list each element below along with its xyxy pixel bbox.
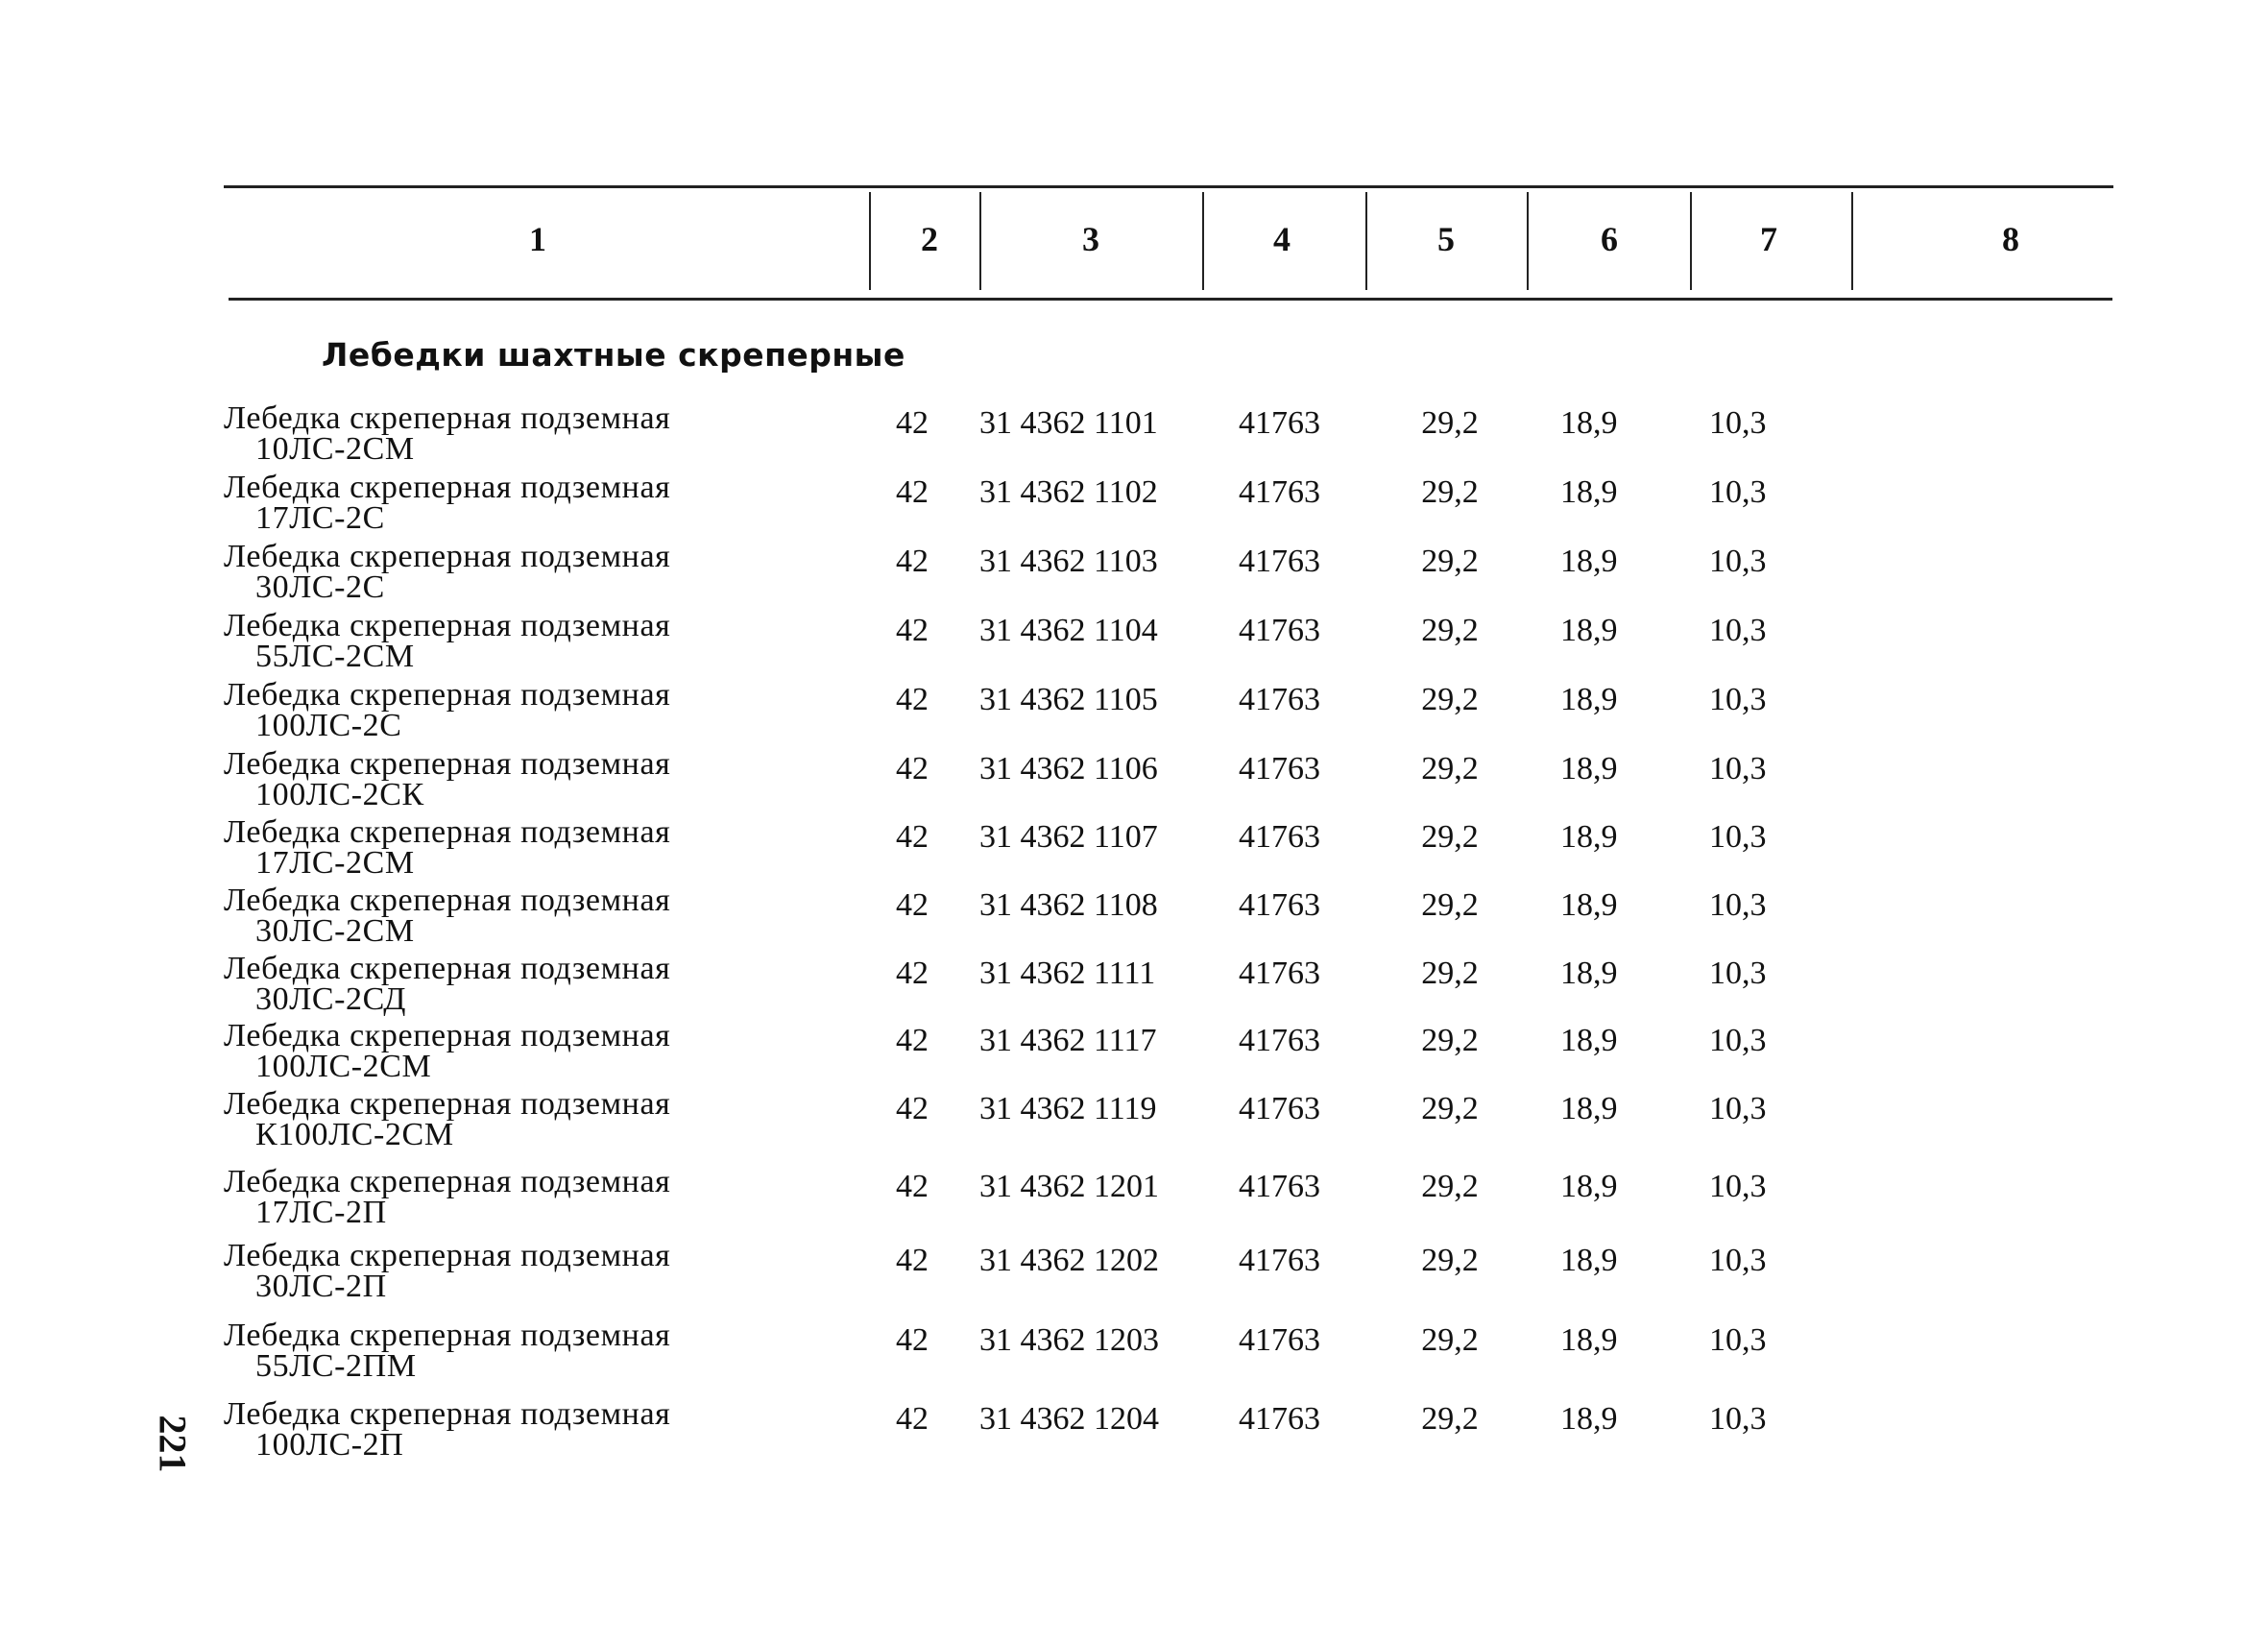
table-row [0,1238,2268,1310]
cell-c3: 31 4362 1107 [979,819,1158,855]
cell-c3: 31 4362 1202 [979,1243,1159,1278]
item-name [224,1164,761,1230]
cell-c4: 41763 [1239,1169,1320,1204]
item-name [224,677,761,743]
cell-c3: 31 4362 1117 [979,1023,1157,1058]
table-row [0,472,2268,542]
cell-c3: 31 4362 1201 [979,1169,1159,1204]
cell-c6: 18,9 [1560,613,1618,648]
column-header-3: 3 [1082,220,1099,258]
item-name-line1: Лебедка скреперная подземная [224,1018,671,1053]
cell-c3: 31 4362 1111 [979,956,1156,991]
cell-c5: 29,2 [1421,1091,1479,1126]
cell-c4: 41763 [1239,1091,1320,1126]
item-model: 17ЛС-2С [255,500,385,536]
cell-c2: 42 [896,405,929,441]
column-divider [1690,192,1692,290]
item-name-line1: Лебедка скреперная подземная [224,746,671,782]
cell-c6: 18,9 [1560,1169,1618,1204]
column-divider [1202,192,1204,290]
cell-c4: 41763 [1239,474,1320,510]
table-row [0,1086,2268,1158]
cell-c2: 42 [896,1401,929,1437]
column-header-5: 5 [1437,220,1455,258]
cell-c4: 41763 [1239,887,1320,923]
item-model: 100ЛС-2С [255,708,402,743]
cell-c3: 31 4362 1102 [979,474,1158,510]
cell-c5: 29,2 [1421,474,1479,510]
cell-c2: 42 [896,819,929,855]
cell-c6: 18,9 [1560,887,1618,923]
item-name [224,746,761,812]
table-row [0,1018,2268,1090]
section-title: Лебедки шахтные скреперные [322,336,905,374]
cell-c4: 41763 [1239,544,1320,579]
cell-c6: 18,9 [1560,474,1618,510]
item-model: 100ЛС-2П [255,1427,404,1463]
item-name [224,1320,761,1382]
cell-c6: 18,9 [1560,1322,1618,1358]
page-number: 221 [151,1415,195,1473]
table-row [0,400,2268,472]
table-row [0,951,2268,1023]
item-name-line1: Лебедка скреперная подземная [224,1164,671,1199]
cell-c5: 29,2 [1421,682,1479,717]
cell-c3: 31 4362 1119 [979,1091,1157,1126]
cell-c2: 42 [896,1243,929,1278]
cell-c5: 29,2 [1421,887,1479,923]
cell-c3: 31 4362 1203 [979,1322,1159,1358]
cell-c7: 10,3 [1709,956,1767,991]
cell-c3: 31 4362 1105 [979,682,1158,717]
item-name-line1: Лебедка скреперная подземная [224,608,671,643]
item-name-line1: Лебедка скреперная подземная [224,539,671,574]
item-name [224,1396,761,1463]
cell-c2: 42 [896,751,929,786]
item-name-line1: Лебедка скреперная подземная [224,951,671,986]
cell-c3: 31 4362 1101 [979,405,1158,441]
table-row [0,1320,2268,1390]
cell-c5: 29,2 [1421,1401,1479,1437]
cell-c3: 31 4362 1106 [979,751,1158,786]
table-row [0,608,2268,680]
cell-c7: 10,3 [1709,1401,1767,1437]
cell-c5: 29,2 [1421,1023,1479,1058]
cell-c4: 41763 [1239,682,1320,717]
item-name [224,1018,761,1084]
column-header-8: 8 [2002,220,2019,258]
cell-c3: 31 4362 1103 [979,544,1158,579]
cell-c4: 41763 [1239,613,1320,648]
cell-c2: 42 [896,474,929,510]
table-row [0,1396,2268,1468]
item-name-line1: Лебедка скреперная подземная [224,677,671,713]
column-divider [1365,192,1367,290]
cell-c2: 42 [896,682,929,717]
cell-c7: 10,3 [1709,544,1767,579]
item-name [224,400,761,467]
cell-c3: 31 4362 1204 [979,1401,1159,1437]
table-top-rule [224,185,2113,188]
item-name-line1: Лебедка скреперная подземная [224,1318,671,1353]
table-row [0,814,2268,886]
item-model: 17ЛС-2СМ [255,845,415,881]
cell-c5: 29,2 [1421,1169,1479,1204]
cell-c6: 18,9 [1560,819,1618,855]
cell-c2: 42 [896,544,929,579]
cell-c4: 41763 [1239,1401,1320,1437]
cell-c6: 18,9 [1560,1091,1618,1126]
column-header-2: 2 [921,220,938,258]
item-model: 30ЛС-2СМ [255,913,415,949]
column-header-4: 4 [1273,220,1291,258]
item-model: 17ЛС-2П [255,1195,387,1230]
cell-c5: 29,2 [1421,1243,1479,1278]
table-row [0,885,2268,955]
cell-c5: 29,2 [1421,544,1479,579]
cell-c6: 18,9 [1560,544,1618,579]
item-name [224,814,761,881]
column-header-1: 1 [529,220,546,258]
cell-c7: 10,3 [1709,474,1767,510]
cell-c2: 42 [896,1169,929,1204]
cell-c7: 10,3 [1709,682,1767,717]
item-name-line1: Лебедка скреперная подземная [224,814,671,850]
cell-c6: 18,9 [1560,405,1618,441]
column-divider [1527,192,1529,290]
item-name [224,1238,761,1304]
cell-c5: 29,2 [1421,1322,1479,1358]
cell-c4: 41763 [1239,1243,1320,1278]
item-name-line1: Лебедка скреперная подземная [224,470,671,505]
cell-c7: 10,3 [1709,887,1767,923]
cell-c2: 42 [896,1091,929,1126]
cell-c7: 10,3 [1709,1091,1767,1126]
item-name [224,885,761,947]
item-name-line1: Лебедка скреперная подземная [224,1238,671,1273]
table-row [0,746,2268,818]
cell-c7: 10,3 [1709,1322,1767,1358]
item-model: 30ЛС-2С [255,569,385,605]
item-name [224,951,761,1017]
item-model: 10ЛС-2СМ [255,431,415,467]
item-name-line1: Лебедка скреперная подземная [224,1086,671,1122]
cell-c2: 42 [896,1023,929,1058]
table-row [0,1164,2268,1236]
item-model: К100ЛС-2СМ [255,1117,454,1152]
cell-c3: 31 4362 1108 [979,887,1158,923]
cell-c6: 18,9 [1560,1023,1618,1058]
cell-c7: 10,3 [1709,1243,1767,1278]
cell-c5: 29,2 [1421,613,1479,648]
item-name [224,1086,761,1152]
cell-c3: 31 4362 1104 [979,613,1158,648]
item-model: 30ЛС-2СД [255,981,407,1017]
table-row [0,539,2268,611]
cell-c6: 18,9 [1560,751,1618,786]
cell-c5: 29,2 [1421,956,1479,991]
item-model: 100ЛС-2СК [255,777,424,812]
cell-c7: 10,3 [1709,1023,1767,1058]
column-divider [1851,192,1853,290]
cell-c5: 29,2 [1421,819,1479,855]
cell-c2: 42 [896,887,929,923]
cell-c6: 18,9 [1560,956,1618,991]
cell-c4: 41763 [1239,1322,1320,1358]
column-header-6: 6 [1601,220,1618,258]
cell-c2: 42 [896,956,929,991]
cell-c6: 18,9 [1560,1401,1618,1437]
item-name-line1: Лебедка скреперная подземная [224,1396,671,1432]
item-model: 55ЛС-2ПМ [255,1348,417,1384]
cell-c4: 41763 [1239,751,1320,786]
cell-c5: 29,2 [1421,405,1479,441]
cell-c7: 10,3 [1709,405,1767,441]
cell-c4: 41763 [1239,956,1320,991]
cell-c6: 18,9 [1560,682,1618,717]
cell-c6: 18,9 [1560,1243,1618,1278]
cell-c2: 42 [896,1322,929,1358]
cell-c7: 10,3 [1709,1169,1767,1204]
cell-c4: 41763 [1239,405,1320,441]
item-name [224,608,761,674]
item-name [224,472,761,534]
column-divider [869,192,871,290]
cell-c4: 41763 [1239,1023,1320,1058]
cell-c7: 10,3 [1709,819,1767,855]
cell-c7: 10,3 [1709,613,1767,648]
table-row [0,677,2268,749]
cell-c4: 41763 [1239,819,1320,855]
cell-c7: 10,3 [1709,751,1767,786]
item-name [224,539,761,605]
column-divider [979,192,981,290]
cell-c2: 42 [896,613,929,648]
cell-c5: 29,2 [1421,751,1479,786]
item-name-line1: Лебедка скреперная подземная [224,400,671,436]
item-name-line1: Лебедка скреперная подземная [224,883,671,918]
table-header-rule [229,298,2112,301]
item-model: 55ЛС-2СМ [255,639,415,674]
item-model: 30ЛС-2П [255,1269,387,1304]
item-model: 100ЛС-2СМ [255,1049,432,1084]
column-header-7: 7 [1760,220,1777,258]
